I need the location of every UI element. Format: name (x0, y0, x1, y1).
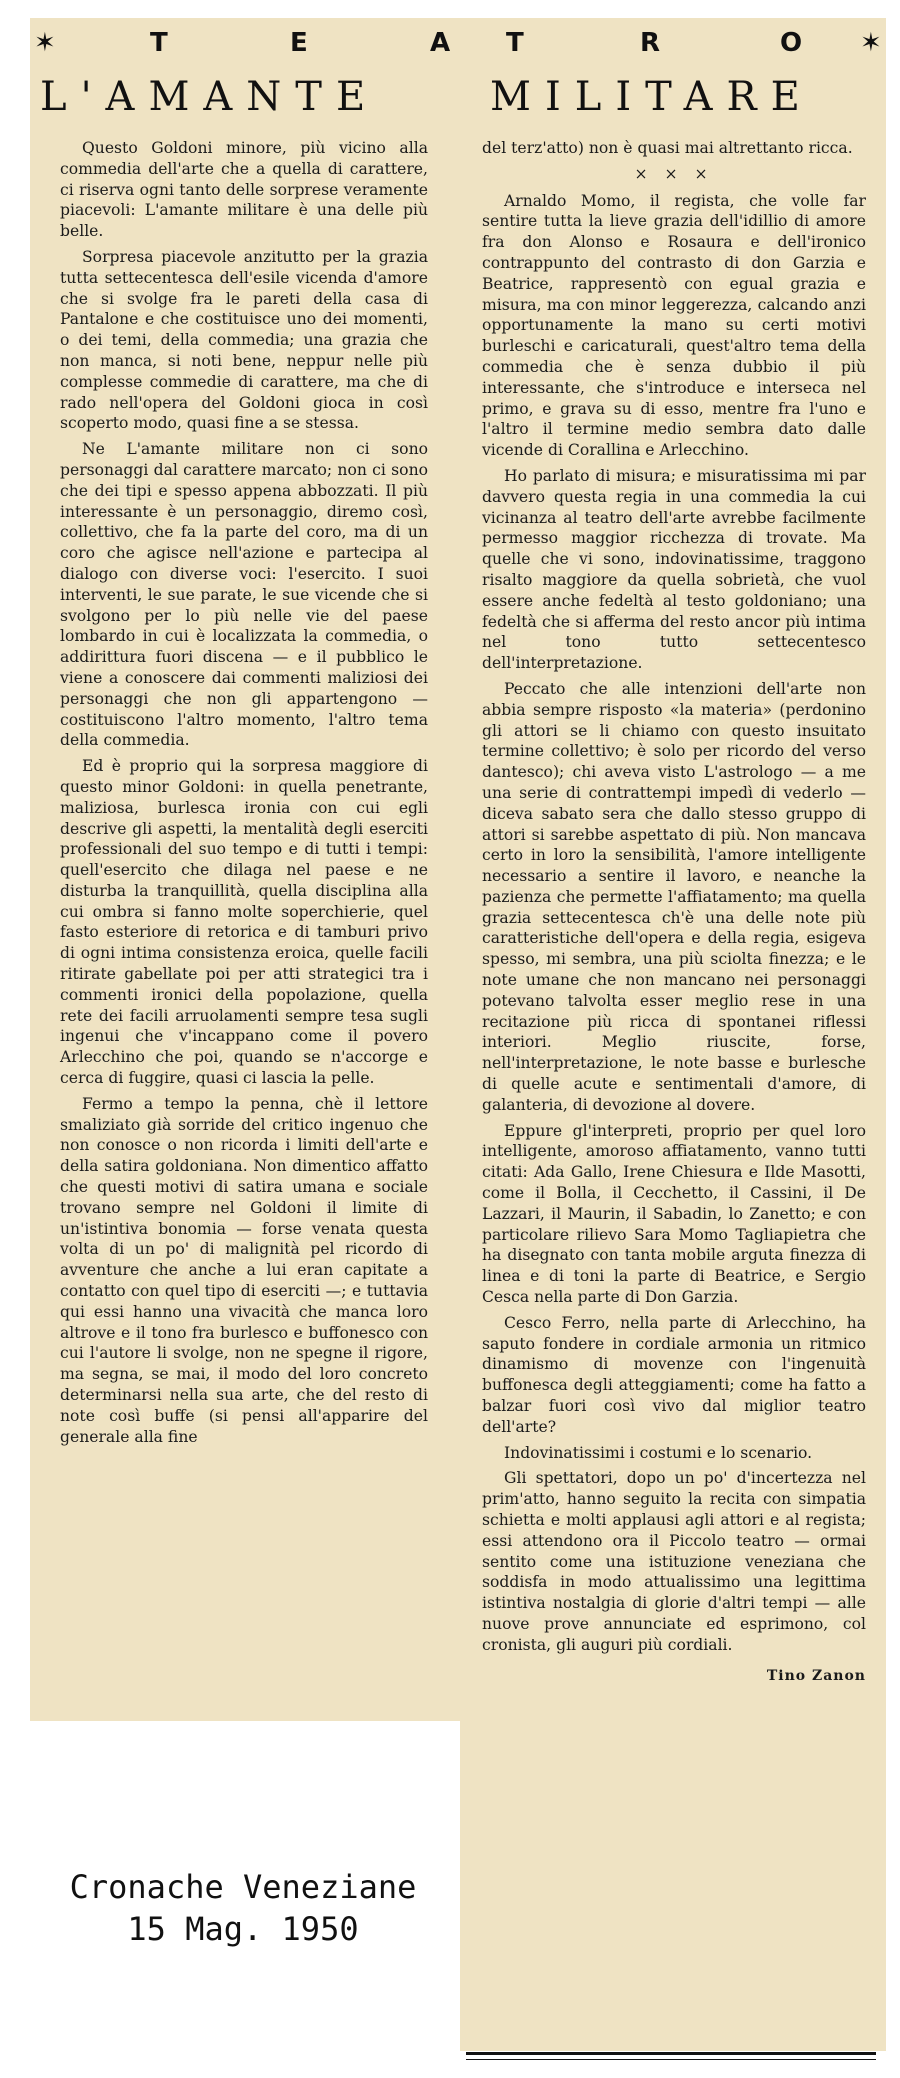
source-annotation: Cronache Veneziane (69, 1868, 417, 1906)
star-icon: ✶ (34, 28, 56, 58)
rubric-letter: A (430, 28, 451, 58)
section-separator: × × × (634, 164, 714, 183)
paragraph: Eppure gl'interpreti, proprio per quel loro intelligente, amoroso affiatamento, vanno tutti citati: Ada Gallo, Irene Chiesura e Ilde Masotti, come il Bolla, il Cecchetto, il Cassini, il De Lazzari, il Maurin, il Sabadin, lo Zanetto; e con particolare rilievo Sara Momo Tagliapietra che ha disegnato con tanta mobile arguta finezza di linea e di toni la parte di Beatrice, e Sergio Cesca nella parte di Don Garzia. (482, 1121, 866, 1307)
paragraph: Gli spettatori, dopo un po' d'incertezza nel prim'atto, hanno seguito la recita con simpatia schietta e molti applausi agli attori e al regista; essi attendono ora il Piccolo teatro — ormai sentito come una istituzione veneziana che soddisfa in modo attualissimo una legittima istintiva nostalgia di glorie d'altri tempi — alle nuove prove annunciate ed esprimono, col cronista, gli auguri più cordiali. (482, 1469, 866, 1654)
rubric-letter: E (290, 28, 308, 58)
paragraph-continuation: del terz'atto) non è quasi mai altrettanto ricca. (482, 139, 853, 157)
paragraph: Ne L'amante militare non ci sono personaggi dal carattere marcato; non ci sono che dei tipi e spesso appena abbozzati. Il più interessante è un personaggio, diremo così, collettivo, che fa la parte del coro, ma di un coro che agisce nell'azione e partecipa al dialogo con diverse voci: l'esercito. I suoi interventi, le sue parate, le sue vicende che si svolgono per lo più nelle vie del paese lombardo in cui è localizzata la commedia, o addirittura fuori discena — e il pubblico le viene a conoscere dai commenti maliziosi dei personaggi che non gli appartengono — costituiscono l'altro momento, l'altro tema della commedia. (60, 440, 428, 750)
closing-rule (466, 2052, 876, 2055)
headline-left: L'AMANTE (40, 74, 380, 120)
paragraph: Indovinatissimi i costumi e lo scenario. (504, 1443, 813, 1462)
rubric-letter: T (506, 28, 524, 58)
paragraph: Fermo a tempo la penna, chè il lettore smaliziato già sorride del critico ingenuo che non conosce o non ricorda i limiti dell'arte e della satira goldoniana. Non dimentico affatto che questi motivi di satira umana e sociale trovano sempre nel Goldoni il limite di un'istintiva bonomia — forse venata questa volta di un po' di malignità pel ricordo di avventure che anche a lui eran capitate a contatto con quel tipo di eserciti —; e tuttavia qui essi hanno una vivacità che manca loro altrove e il tono fra burlesco e buffonesco con cui l'autore li svolge, non ne spegne il rigore, ma segna, se mai, il modo del loro concreto determinarsi nella sua arte, che del resto di note così buffe (si pensi all'apparire del generale alla fine (60, 1094, 428, 1446)
closing-rule (466, 2059, 876, 2060)
star-icon: ✶ (860, 28, 882, 58)
paragraph: Ho parlato di misura; e misuratissima mi par davvero questa regia in una commedia la cui vicinanza al teatro dell'arte avrebbe facilmente permesso maggior ricchezza di trovate. Ma quelle che vi sono, indovinatissime, traggono risalto maggiore da quella sobrietà, che vuol essere anche fedeltà al testo goldoniano; una fedeltà che si afferma del resto ancor più intima nel tono tutto settecentesco dell'interpretazione. (482, 466, 866, 673)
rubric-letter: O (780, 28, 803, 58)
paragraph: Questo Goldoni minore, più vicino alla commedia dell'arte che a quella di carattere, ci riserva ogni tanto delle sorprese veramente piacevoli: L'amante militare è una delle più belle. (60, 139, 428, 241)
author-signature: Tino Zanon (766, 1667, 866, 1684)
rubric-letter: T (150, 28, 168, 58)
paragraph: Ed è proprio qui la sorpresa maggiore di questo minor Goldoni: in quella penetrante, maliziosa, burlesca ironia con cui egli descrive gli aspetti, la mentalità degli eserciti professionali del suo tempo e di tutti i tempi: quell'esercito che dilaga nel paese e ne disturba la tranquillità, quella disciplina alla cui ombra si fanno molte soperchierie, quel fasto esteriore di retorica e di tamburi privo di ogni intima consistenza eroica, quelle facili ritirate gabellate poi per atti strategici tra i commenti ironici della popolazione, quella rete dei facili arruolamenti sempre tesa sugli ingenui che v'incappano come il povero Arlecchino che poi, quando se n'accorge e cerca di fuggire, quasi ci lascia la pelle. (60, 757, 428, 1088)
article-right-column (482, 138, 866, 1691)
paragraph: Cesco Ferro, nella parte di Arlecchino, ha saputo fondere in cordiale armonia un ritmico dinamismo di movenze con l'ingenuità buffonesca degli atteggiamenti; come ha fatto a balzar fuori così vivo dal miglior teatro dell'arte? (482, 1313, 866, 1436)
date-annotation: 15 Mag. 1950 (127, 1910, 359, 1948)
rubric-letter: R (640, 28, 661, 58)
headline-right: MILITARE (490, 74, 814, 120)
paragraph: Peccato che alle intenzioni dell'arte non abbia sempre risposto «la materia» (perdonino gli attori se li chiamo con questo insuitato termine collettivo; è solo per ricordo del verso dantesco); chi aveva visto L'astrologo — a me una serie di contrattempi impedì di vederlo — diceva sabato sera che dallo stesso gruppo di attori si sarebbe aspettato di più. Non mancava certo in loro la sensibilità, l'amore intelligente necessario a sentire il lavoro, e neanche la pazienza che permette l'affiatamento; ma quella grazia settecentesca ch'è una delle note più caratteristiche dell'opera e della regia, esigeva spesso, mi sembra, una più sciolta finezza; e le note umane che non mancano nei personaggi potevano talvolta esser meglio rese in una recitazione più ricca di spontanei riflessi interiori. Meglio riuscite, forse, nell'interpretazione, le note basse e burlesche di quelle acute e sentimentali d'amore, di galanteria, di devozione al dovere. (482, 679, 866, 1114)
section-rubric (30, 28, 886, 64)
article-left-column (60, 138, 428, 1452)
paragraph: Sorpresa piacevole anzitutto per la grazia tutta settecentesca dell'esile vicenda d'amore che si svolge fra le pareti della casa di Pantalone e che costituisce uno dei momenti, o dei temi, della commedia; una grazia che non manca, si noti bene, neppur nelle più complesse commedie di carattere, ma che di rado nell'opera del Goldoni gioca in così scoperto modo, quasi fine a se stessa. (60, 247, 428, 433)
paragraph: Arnaldo Momo, il regista, che volle far sentire tutta la lieve grazia dell'idillio di amore fra don Alonso e Rosaura e dell'ironico contrappunto del contrasto di don Garzia e Beatrice, rappresentò con egual grazia e misura, ma con minor leggerezza, calcando anzi opportunamente la mano su certi motivi burleschi e caricaturali, quest'altro tema della commedia che è senza dubbio il più interessante, che s'introduce e interseca nel primo, e grava su di esso, mentre fra l'uno e l'altro il termine medio sembra dato dalle vicende di Corallina e Arlecchino. (482, 191, 866, 460)
